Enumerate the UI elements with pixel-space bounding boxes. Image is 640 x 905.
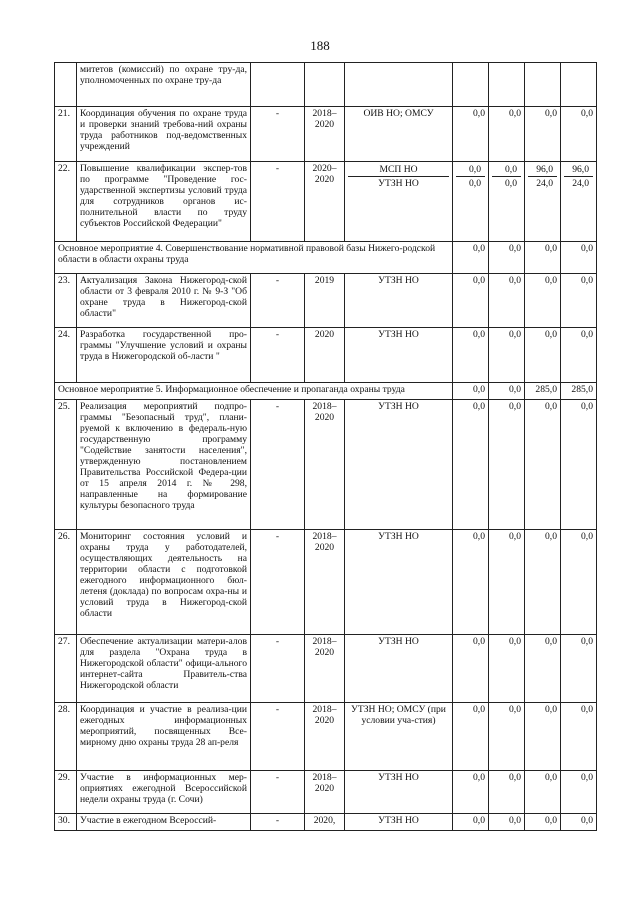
table-row xyxy=(55,274,597,328)
value-cell: 0,0 xyxy=(525,814,561,831)
row-number: 22. xyxy=(55,162,77,242)
dash-cell: - xyxy=(251,703,305,771)
dash-cell: - xyxy=(251,107,305,162)
value: 24,0 xyxy=(536,178,553,189)
dash-cell: - xyxy=(251,530,305,635)
activity-name: Координация и участие в реализа-ции ежегодных информационных мероприятий, посвященных Все-мирному дню охраны труда 28 ап-реля xyxy=(77,703,251,771)
dash-cell: - xyxy=(251,274,305,328)
executor-cell: УТЗН НО xyxy=(345,814,453,831)
value-cell: 0,0 xyxy=(453,814,489,831)
value: 24,0 xyxy=(572,178,589,189)
value-cell xyxy=(561,162,597,242)
period-cell: 2018–2020 xyxy=(305,771,345,814)
row-number: 29. xyxy=(55,771,77,814)
row-number: 23. xyxy=(55,274,77,328)
value: 0,0 xyxy=(469,178,481,189)
page-number: 188 xyxy=(310,38,330,53)
value-cell: 0,0 xyxy=(525,107,561,162)
value-cell: 0,0 xyxy=(525,703,561,771)
value-cell: 0,0 xyxy=(489,274,525,328)
value: 0,0 xyxy=(456,163,485,177)
value-cell: 285,0 xyxy=(525,383,561,400)
value-cell: 0,0 xyxy=(489,814,525,831)
period-cell: 2018–2020 xyxy=(305,107,345,162)
value: 0,0 xyxy=(492,163,521,177)
value-cell: 0,0 xyxy=(561,107,597,162)
table-row xyxy=(55,530,597,635)
value-cell: 0,0 xyxy=(561,530,597,635)
row-number: 30. xyxy=(55,814,77,831)
activity-name: Мониторинг состояния условий и охраны труда у работодателей, осуществляющих деятельность на территории области с подготовкой ежегодного информационного бюл-летеня (доклада) по вопросам охра-ны и условий труда в Нижегород-ской области xyxy=(77,530,251,635)
row-number: 21. xyxy=(55,107,77,162)
table-row xyxy=(55,635,597,703)
dash-cell: - xyxy=(251,635,305,703)
table-row xyxy=(55,703,597,771)
row-number: 27. xyxy=(55,635,77,703)
value-cell: 0,0 xyxy=(525,530,561,635)
row-number: 24. xyxy=(55,328,77,383)
executor-cell: УТЗН НО xyxy=(345,530,453,635)
executor-cell: ОИВ НО; ОМСУ xyxy=(345,107,453,162)
section-row xyxy=(55,242,597,274)
activity-name: Участие в ежегодном Всероссий- xyxy=(77,814,251,831)
period-cell: 2019 xyxy=(305,274,345,328)
value-cell: 0,0 xyxy=(561,400,597,530)
section-row xyxy=(55,383,597,400)
value: 96,0 xyxy=(528,163,557,177)
section-title: Основное мероприятие 4. Совершенствование нормативной правовой базы Нижего-родской области в области охраны труда xyxy=(55,242,453,274)
executor-cell: УТЗН НО xyxy=(345,635,453,703)
value-cell: 0,0 xyxy=(489,703,525,771)
period-cell: 2020, xyxy=(305,814,345,831)
activity-name: Реализация мероприятий подпро-граммы "Безопасный труд", плани-руемой к включению в федераль-ную государственную программу "Содействие занятости населения", утвержденную постановлением Правительства Российской Федера-ции от 15 апреля 2014 г. № 298, направленные на формирование культуры безопасного труда xyxy=(77,400,251,530)
value-cell: 0,0 xyxy=(453,328,489,383)
value-cell: 0,0 xyxy=(489,107,525,162)
value-cell: 0,0 xyxy=(489,530,525,635)
value-cell: 0,0 xyxy=(453,242,489,274)
value-cell: 0,0 xyxy=(489,635,525,703)
period-cell: 2018–2020 xyxy=(305,635,345,703)
table-row xyxy=(55,400,597,530)
value-cell: 0,0 xyxy=(453,703,489,771)
row-number: 28. xyxy=(55,703,77,771)
table-row xyxy=(55,814,597,831)
value: 0,0 xyxy=(505,178,517,189)
executor-cell xyxy=(345,162,453,242)
value-cell: 0,0 xyxy=(525,635,561,703)
value-cell: 0,0 xyxy=(561,814,597,831)
value-cell: 0,0 xyxy=(453,383,489,400)
value-cell: 0,0 xyxy=(489,328,525,383)
value-cell: 0,0 xyxy=(525,274,561,328)
dash-cell: - xyxy=(251,814,305,831)
dash-cell: - xyxy=(251,162,305,242)
value-cell: 0,0 xyxy=(561,242,597,274)
executor-cell: УТЗН НО xyxy=(345,771,453,814)
value-cell xyxy=(525,162,561,242)
activity-name: Разработка государственной про-граммы "Улучшение условий и охраны труда в Нижегородской об-ласти " xyxy=(77,328,251,383)
value-cell: 0,0 xyxy=(561,703,597,771)
value-cell: 0,0 xyxy=(489,383,525,400)
row-number: 26. xyxy=(55,530,77,635)
value-cell: 0,0 xyxy=(489,242,525,274)
activity-name: Обеспечение актуализации матери-алов для раздела "Охрана труда в Нижегородской области" офици-ального интернет-сайта Правитель-ства Нижегородской области xyxy=(77,635,251,703)
value-cell: 0,0 xyxy=(525,771,561,814)
dash-cell: - xyxy=(251,771,305,814)
row-number xyxy=(55,63,77,107)
value-cell xyxy=(453,162,489,242)
value-cell: 0,0 xyxy=(525,242,561,274)
executor-name: УТЗН НО xyxy=(378,178,419,189)
activity-name: Координация обучения по охране труда и проверки знаний требова-ний охраны труда работников под-ведомственных учреждений xyxy=(77,107,251,162)
value-cell: 0,0 xyxy=(525,328,561,383)
period-cell: 2020–2020 xyxy=(305,162,345,242)
executor-cell: УТЗН НО xyxy=(345,400,453,530)
value-cell: 0,0 xyxy=(453,400,489,530)
row-number: 25. xyxy=(55,400,77,530)
value-cell: 0,0 xyxy=(561,635,597,703)
activity-name: Актуализация Закона Нижегород-ской области от 3 февраля 2010 г. № 9-З "Об охране труда в Нижегород-ской области" xyxy=(77,274,251,328)
period-cell: 2020 xyxy=(305,328,345,383)
table-row xyxy=(55,162,597,242)
executor-name: МСП НО xyxy=(348,163,449,177)
value-cell: 285,0 xyxy=(561,383,597,400)
period-cell: 2018–2020 xyxy=(305,400,345,530)
executor-cell: УТЗН НО xyxy=(345,328,453,383)
dash-cell: - xyxy=(251,328,305,383)
value-cell: 0,0 xyxy=(561,771,597,814)
value: 96,0 xyxy=(564,163,593,177)
value-cell: 0,0 xyxy=(453,530,489,635)
table-row xyxy=(55,771,597,814)
period-cell: 2018–2020 xyxy=(305,703,345,771)
executor-cell: УТЗН НО; ОМСУ (при условии уча-стия) xyxy=(345,703,453,771)
value-cell: 0,0 xyxy=(453,274,489,328)
value-cell: 0,0 xyxy=(525,400,561,530)
activity-name: митетов (комиссий) по охране тру-да, уполномоченных по охране тру-да xyxy=(77,63,251,107)
section-title: Основное мероприятие 5. Информационное обеспечение и пропаганда охраны труда xyxy=(55,383,453,400)
value-cell: 0,0 xyxy=(453,107,489,162)
value-cell: 0,0 xyxy=(561,274,597,328)
value-cell: 0,0 xyxy=(453,771,489,814)
activity-name: Участие в информационных мер-оприятиях ежегодной Всероссийской недели охраны труда (г. Сочи) xyxy=(77,771,251,814)
table-row xyxy=(55,328,597,383)
value-cell: 0,0 xyxy=(489,771,525,814)
table-row xyxy=(55,107,597,162)
value-cell: 0,0 xyxy=(561,328,597,383)
executor-cell: УТЗН НО xyxy=(345,274,453,328)
period-cell: 2018–2020 xyxy=(305,530,345,635)
value-cell xyxy=(489,162,525,242)
activity-name: Повышение квалификации экспер-тов по программе "Проведение гос-ударственной экспертизы условий труда для сотрудников органов ис-полнительной власти по труду субъектов Российской Федерации" xyxy=(77,162,251,242)
table-row xyxy=(55,63,597,107)
program-activities-table xyxy=(54,62,597,831)
value-cell: 0,0 xyxy=(453,635,489,703)
dash-cell: - xyxy=(251,400,305,530)
value-cell: 0,0 xyxy=(489,400,525,530)
